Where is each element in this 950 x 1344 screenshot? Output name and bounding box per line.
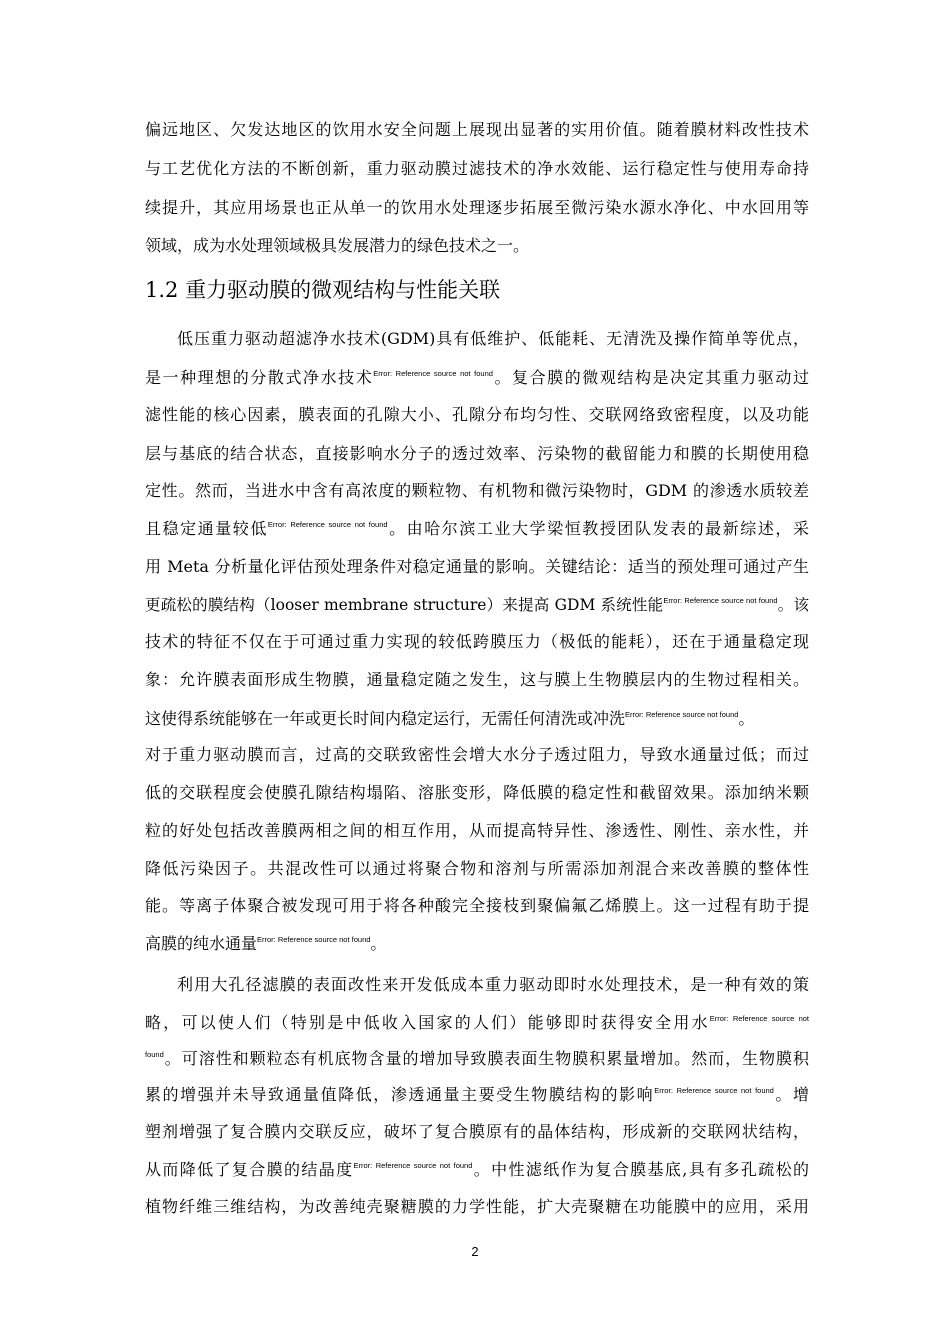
para1-line-4: 领域，成为水处理领域极具发展潜力的绿色技术之一。 [145,236,530,255]
para3-line-6 [145,1156,809,1184]
para2-line-4: 层与基底的结合状态，直接影响水分子的透过效率、污染物的截留能力和膜的长期使用稳 [145,444,809,463]
para2-line-3: 滤性能的核心因素，膜表面的孔隙大小、孔隙分布均匀性、交联网络致密程度，以及功能 [145,405,809,424]
text-span: 是一种理想的分散式净水技术 [145,368,374,387]
text-span: 更疏松的膜结构（looser membrane structure）来提高 GDM 系统性能 [145,596,664,614]
text-span: 略，可以使人们（特别是中低收入国家的人们）能够即时获得安全用水 [145,1013,710,1032]
para3-line-5: 塑剂增强了复合膜内交联反应，破坏了复合膜原有的晶体结构，形成新的交联网状结构， [145,1122,809,1141]
text-span: 。 [370,934,387,953]
para1-line-1: 偏远地区、欠发达地区的饮用水安全问题上展现出显著的实用价值。随着膜材料改性技术 [145,120,809,139]
page-number: 2 [471,1244,479,1259]
para2-line-1: 低压重力驱动超滤净水技术(GDM)具有低维护、低能耗、无清洗及操作简单等优点， [177,329,809,348]
para2-line-7: 用 Meta 分析量化评估预处理条件对稳定通量的影响。关键结论：适当的预处理可通过产生 [145,557,809,576]
para2-line-14: 粒的好处包括改善膜两相之间的相互作用，从而提高特异性、渗透性、刚性、亲水性，并 [145,821,809,840]
text-span: 。该 [777,596,809,614]
section-heading: 1.2 重力驱动膜的微观结构与性能关联 [145,278,501,302]
para3-line-4 [145,1081,809,1109]
para3-line-3 [145,1045,809,1073]
reference-error: Error: Reference source not found [267,520,388,529]
para2-line-6 [145,515,809,543]
para2-line-9: 技术的特征不仅在于可通过重力实现的较低跨膜压力（极低的能耗），还在于通量稳定现 [145,632,809,651]
para3-line-1: 利用大孔径滤膜的表面改性来开发低成本重力驱动即时水处理技术，是一种有效的策 [177,975,809,994]
para3-line-7: 植物纤维三维结构，为改善纯壳聚糖膜的力学性能，扩大壳聚糖在功能膜中的应用，采用 [145,1197,809,1216]
para2-line-17 [145,930,809,958]
reference-error: Error: Reference source not found [654,1086,774,1095]
para2-line-16: 能。等离子体聚合被发现可用于将各种酸完全接枝到聚偏氟乙烯膜上。这一过程有助于提 [145,896,809,915]
para2-line-12: 对于重力驱动膜而言，过高的交联致密性会增大水分子透过阻力，导致水通量过低；而过 [145,745,809,764]
reference-error: found [145,1050,164,1059]
para2-line-2 [145,364,809,392]
reference-error: Error: Reference source not found [353,1161,473,1170]
text-span: 。 [738,709,755,728]
reference-error: Error: Reference source not found [257,935,371,944]
text-span: 。增 [773,1085,809,1104]
text-span: 高膜的纯水通量 [145,934,258,953]
text-span: 且稳定通量较低 [145,519,268,538]
para2-line-15: 降低污染因子。共混改性可以通过将聚合物和溶剂与所需添加剂混合来改善膜的整体性 [145,859,809,878]
text-span: 。可溶性和颗粒态有机底物含量的增加导致膜表面生物膜积累量增加。然而，生物膜积 [163,1049,809,1068]
para3-line-2 [145,1009,809,1037]
text-span: 。由哈尔滨工业大学梁恒教授团队发表的最新综述，采 [387,519,809,538]
text-span: 。中性滤纸作为复合膜基底,具有多孔疏松的 [472,1160,809,1179]
reference-error: Error: Reference source not found [663,596,778,605]
text-span: 从而降低了复合膜的结晶度 [145,1160,354,1179]
para2-line-8 [145,591,809,619]
text-span: 这使得系统能够在一年或更长时间内稳定运行，无需任何清洗或冲洗 [145,709,626,728]
text-span: 累的增强并未导致通量值降低，渗透通量主要受生物膜结构的影响 [145,1085,655,1104]
para1-line-3: 续提升，其应用场景也正从单一的饮用水处理逐步拓展至微污染水源水净化、中水回用等 [145,198,809,217]
reference-error: Error: Reference source not found [625,710,739,719]
para1-line-2: 与工艺优化方法的不断创新，重力驱动膜过滤技术的净水效能、运行稳定性与使用寿命持 [145,159,809,178]
para2-line-10: 象：允许膜表面形成生物膜，通量稳定随之发生，这与膜上生物膜层内的生物过程相关。 [145,670,809,689]
para2-line-11 [145,705,809,733]
text-span: 。复合膜的微观结构是决定其重力驱动过 [492,368,809,387]
para2-line-13: 低的交联程度会使膜孔隙结构塌陷、溶胀变形，降低膜的稳定性和截留效果。添加纳米颗 [145,783,809,802]
reference-error: Error: Reference source not found [373,369,493,378]
para2-line-5: 定性。然而，当进水中含有高浓度的颗粒物、有机物和微污染物时，GDM 的渗透水质较差 [145,481,809,500]
reference-error: Error: Reference source not [709,1014,809,1023]
